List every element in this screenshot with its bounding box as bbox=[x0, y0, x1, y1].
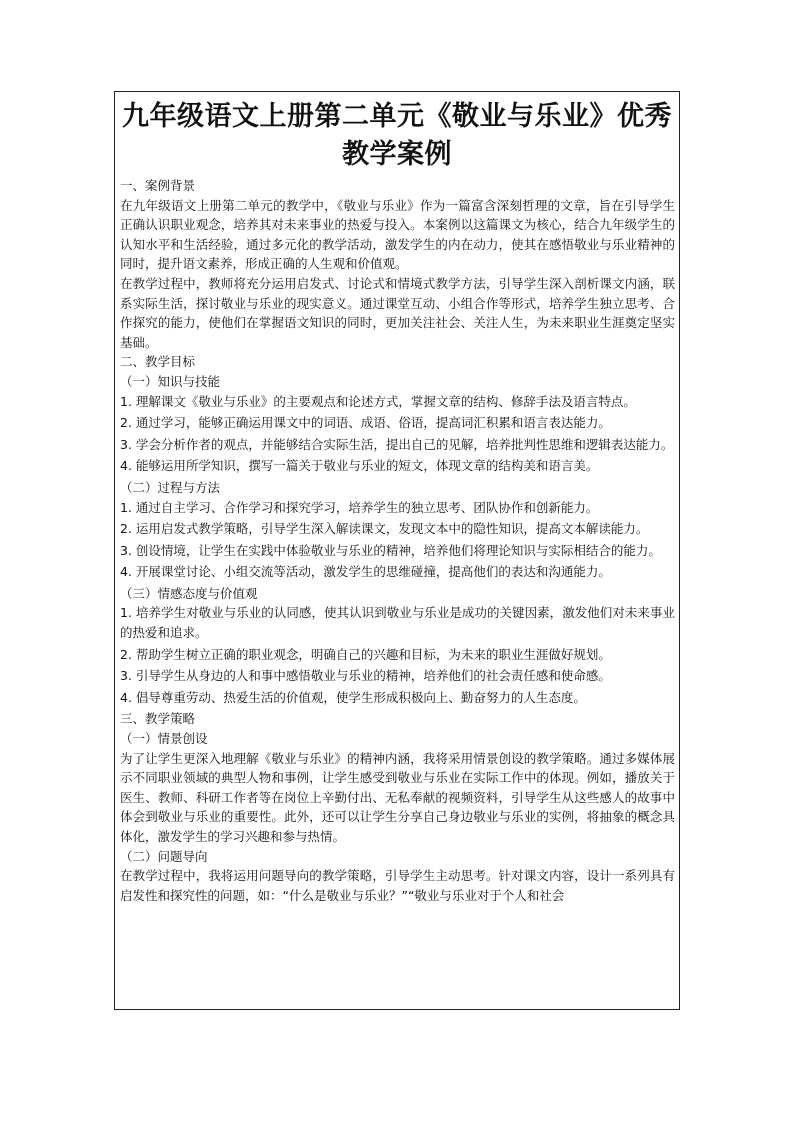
section-heading-strategies: 三、教学策略 bbox=[120, 711, 196, 727]
section-heading-objectives: 二、教学目标 bbox=[120, 354, 196, 370]
document-body bbox=[115, 174, 679, 905]
list-item: 1. 理解课文《敬业与乐业》的主要观点和论述方式，掌握文章的结构、修辞手法及语言特点。 bbox=[120, 393, 636, 409]
section-heading-background: 一、案例背景 bbox=[120, 178, 196, 193]
list-item: 1. 培养学生对敬业与乐业的认同感，使其认识到敬业与乐业是成功的关键因素，激发他们对未来事业的热爱和追求。 bbox=[120, 605, 675, 641]
subheading-knowledge-skills: （一）知识与技能 bbox=[120, 373, 221, 389]
subheading-process-methods: （二）过程与方法 bbox=[120, 479, 221, 495]
list-item: 2. 通过学习，能够正确运用课文中的词语、成语、俗语，提高词汇积累和语言表达能力。 bbox=[120, 415, 611, 431]
paragraph: 在教学过程中，教师将充分运用启发式、讨论式和情境式教学方法，引导学生深入剖析课文内涵，联系实际生活，探讨敬业与乐业的现实意义。通过课堂互动、小组合作等形式，培养学生独立思考、合作探究的能力，使他们在掌握语文知识的同时，更加关注社会、关注人生，为未来职业生涯奠定坚实基础。 bbox=[120, 275, 675, 350]
list-item: 3. 学会分析作者的观点，并能够结合实际生活，提出自己的见解，培养批判性思维和逻辑表达能力。 bbox=[120, 436, 674, 452]
paragraph: 在九年级语文上册第二单元的教学中，《敬业与乐业》作为一篇富含深刻哲理的文章，旨在引导学生正确认识职业观念，培养其对未来事业的热爱与投入。本案例以这篇课文为核心，结合九年级学生的认知水平和生活经验，通过多元化的教学活动，激发学生的内在动力，使其在感悟敬业与乐业精神的同时，提升语文素养，形成正确的人生观和价值观。 bbox=[120, 197, 675, 272]
subheading-problem-oriented: （二）问题导向 bbox=[120, 848, 208, 864]
list-item: 2. 帮助学生树立正确的职业观念，明确自己的兴趣和目标，为未来的职业生涯做好规划。 bbox=[120, 646, 611, 662]
list-item: 4. 能够运用所学知识，撰写一篇关于敬业与乐业的短文，体现文章的结构美和语言美。 bbox=[120, 458, 599, 474]
subheading-attitude-values: （三）情感态度与价值观 bbox=[120, 585, 258, 601]
document-title: 九年级语文上册第二单元《敬业与乐业》优秀教学案例 bbox=[122, 101, 672, 170]
list-item: 1. 通过自主学习、合作学习和探究学习，培养学生的独立思考、团队协作和创新能力。 bbox=[120, 499, 599, 515]
subheading-scenario: （一）情景创设 bbox=[120, 731, 208, 747]
list-item: 2. 运用启发式教学策略，引导学生深入解读课文，发现文本中的隐性知识，提高文本解读能力。 bbox=[120, 521, 649, 537]
document-frame bbox=[114, 91, 680, 1010]
paragraph: 为了让学生更深入地理解《敬业与乐业》的精神内涵，我将采用情景创设的教学策略。通过多媒体展示不同职业领域的典型人物和事例，让学生感受到敬业与乐业在实际工作中的体现。例如，播放关于医生、教师、科研工作者等在岗位上辛勤付出、无私奉献的视频资料，引导学生从这些感人的故事中体会到敬业与乐业的重要性。此外，还可以让学生分享自己身边敬业与乐业的实例，将抽象的概念具体化，激发学生的学习兴趣和参与热情。 bbox=[120, 750, 675, 844]
list-item: 4. 开展课堂讨论、小组交流等活动，激发学生的思维碰撞，提高他们的表达和沟通能力。 bbox=[120, 564, 611, 580]
list-item: 3. 创设情境，让学生在实践中体验敬业与乐业的精神，培养他们将理论知识与实际相结合的能力。 bbox=[120, 542, 661, 558]
paragraph: 在教学过程中，我将运用问题导向的教学策略，引导学生主动思考。针对课文内容，设计一系列具有启发性和探究性的问题，如：“什么是敬业与乐业？”“敬业与乐业对于个人和社会 bbox=[120, 868, 675, 903]
list-item: 3. 引导学生从身边的人和事中感悟敬业与乐业的精神，培养他们的社会责任感和使命感。 bbox=[120, 668, 611, 684]
list-item: 4. 倡导尊重劳动、热爱生活的价值观，使学生形成积极向上、勤奋努力的人生态度。 bbox=[120, 689, 586, 705]
